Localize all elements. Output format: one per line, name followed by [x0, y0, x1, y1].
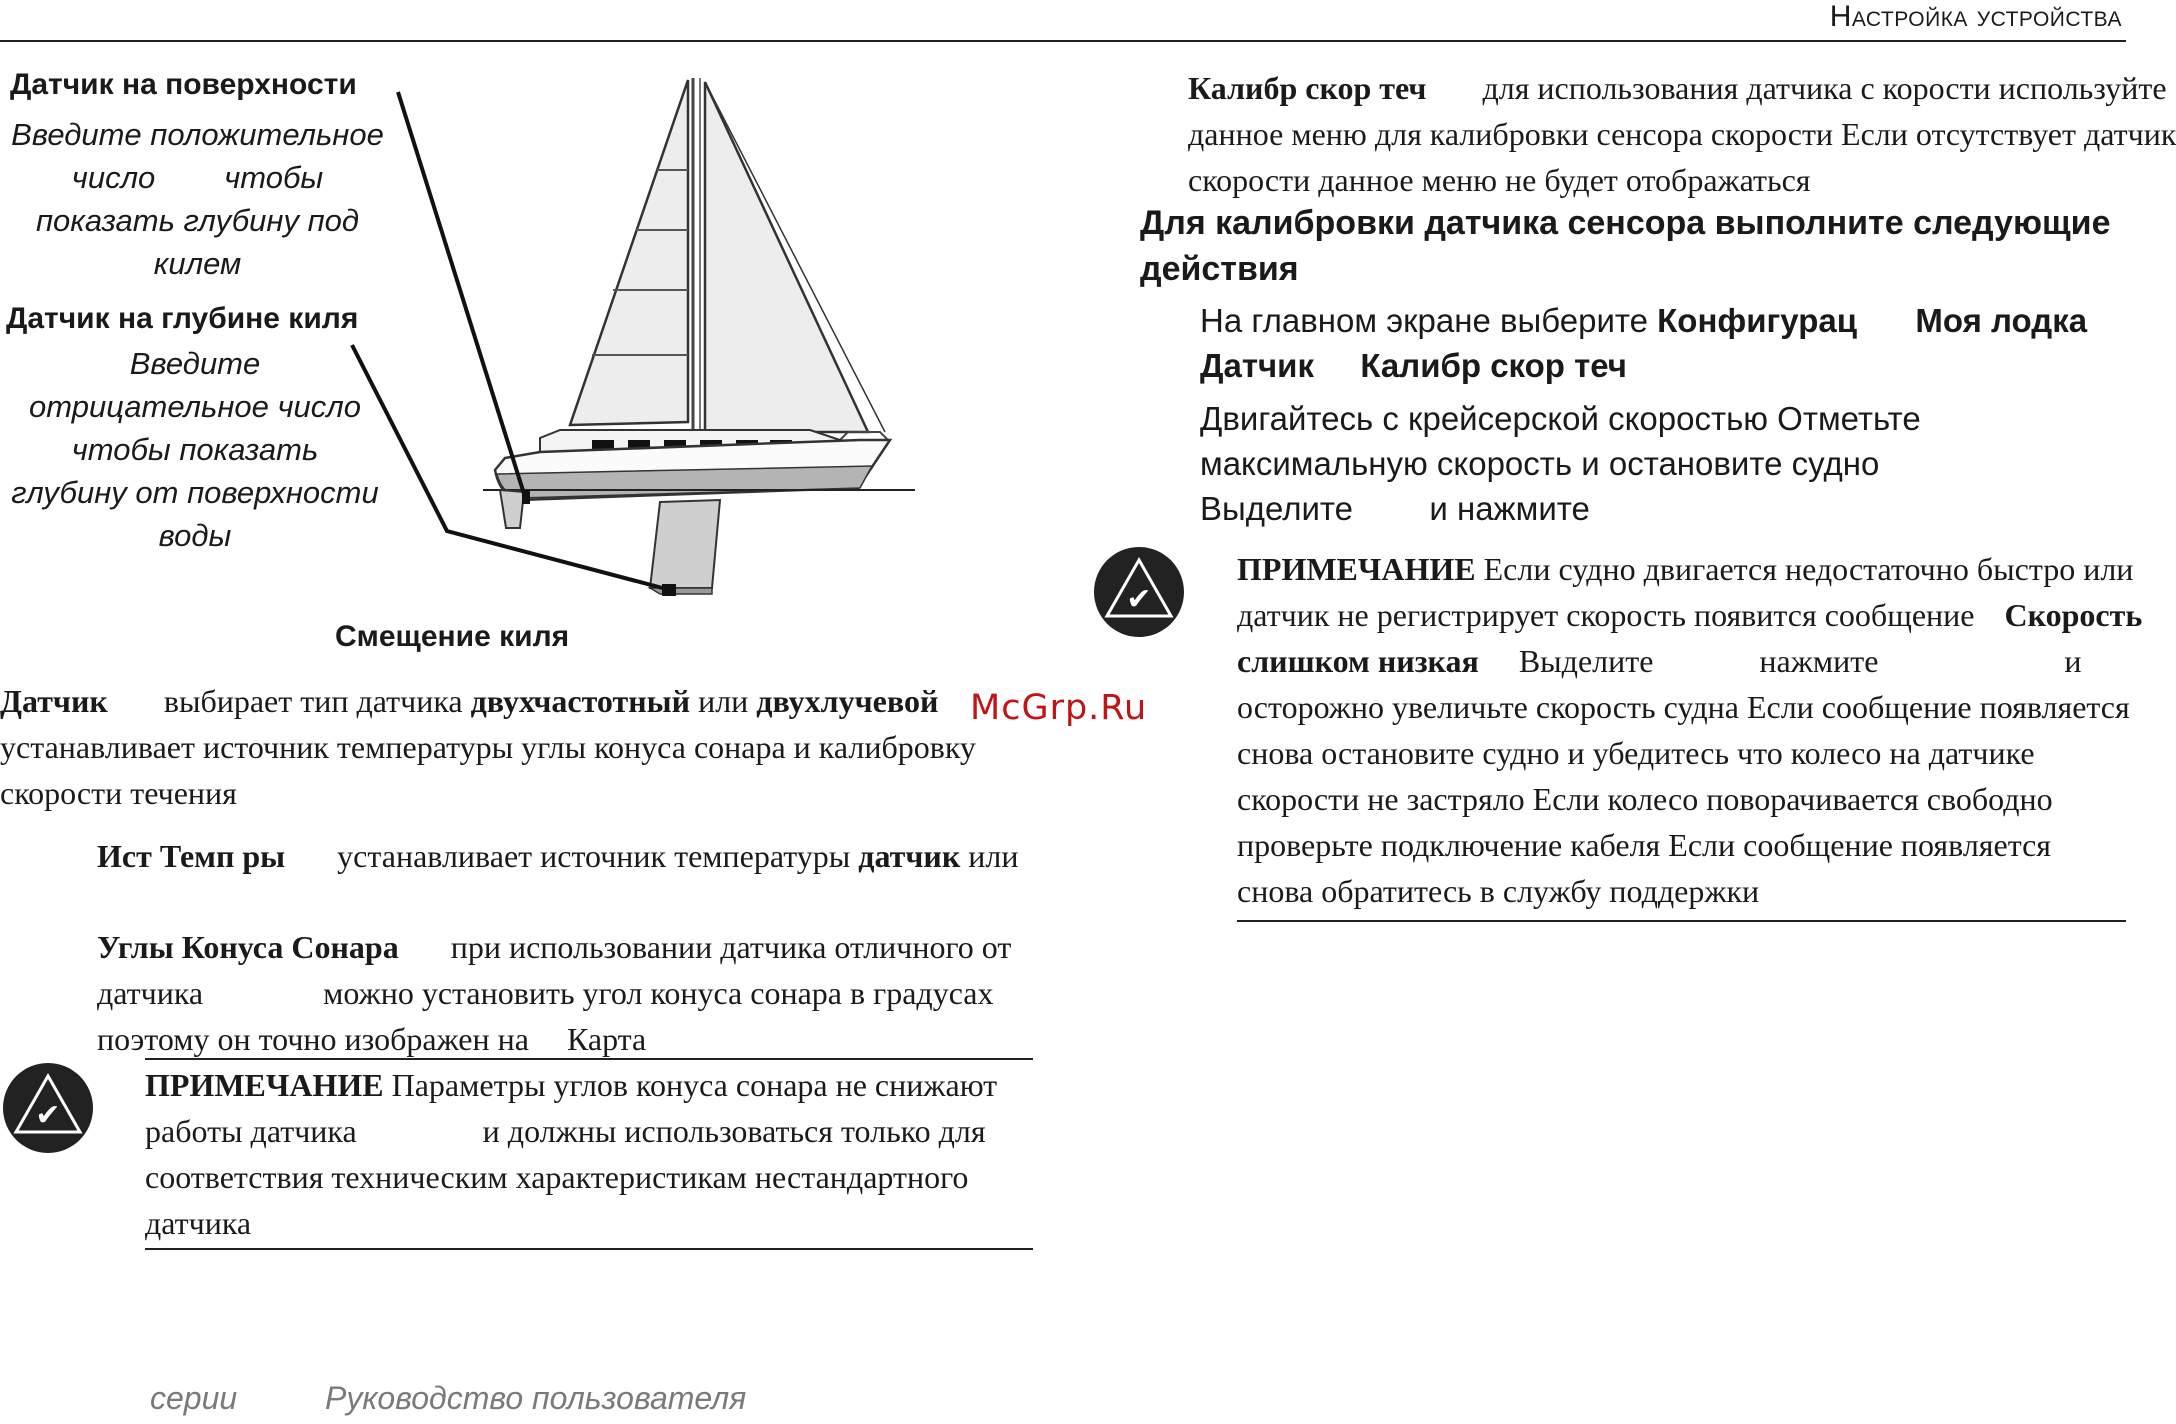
text: выбирает тип датчика — [163, 683, 463, 719]
menu-path: Конфигурац — [1657, 302, 1858, 339]
footer-guide: Руководство пользователя — [324, 1380, 747, 1416]
text: Выделите — [1518, 643, 1654, 679]
text: можно установить угол конуса сонара в градусах — [323, 975, 994, 1011]
text: Выделите — [1200, 490, 1354, 527]
label-surface-sensor: Датчик на поверхности — [10, 68, 357, 101]
svg-text:✔: ✔ — [35, 1098, 61, 1133]
text: при использовании датчика отличного от — [450, 929, 1012, 965]
note-check-icon — [2, 1062, 94, 1154]
page-header-title: Настройка устройства — [1829, 0, 2122, 33]
text: Двигайтесь с крейсерской скоростью Отметьте — [1200, 400, 1921, 437]
text: скорости течения — [0, 775, 237, 811]
text: для использования датчика с корости используйте — [1482, 70, 2167, 106]
text: работы датчика — [145, 1113, 357, 1149]
menu-path: Моя лодка — [1915, 302, 2088, 339]
text: датчика — [97, 975, 204, 1011]
desc-line: Введите — [129, 346, 261, 381]
heading-line: Для калибровки датчика сенсора выполните следующие — [1140, 204, 2111, 242]
text: нажмите — [1759, 643, 1879, 679]
text: проверьте подключение кабеля Если сообщение появляется — [1237, 827, 2051, 863]
term-calibrate-speed: Калибр скор теч — [1188, 70, 1427, 106]
label-keel-sensor: Датчик на глубине киля — [6, 302, 359, 335]
note-rule-top — [145, 1058, 1033, 1060]
heading-line: действия — [1140, 250, 1299, 288]
text: На главном экране выберите — [1200, 302, 1648, 339]
message-name: Скорость — [2004, 597, 2143, 633]
desc-line: число чтобы — [71, 160, 324, 195]
footer-series: серии — [150, 1380, 238, 1416]
text: данное меню для калибровки сенсора скорости Если отсутствует датчик — [1188, 116, 2176, 152]
svg-text:✔: ✔ — [1126, 582, 1152, 617]
term-sonar-cone: Углы Конуса Сонара — [97, 929, 399, 965]
keel — [650, 500, 720, 588]
surface-sensor-description — [0, 113, 395, 285]
leader-line-surface — [398, 92, 525, 497]
desc-line: глубину от поверхности — [11, 475, 379, 510]
mainsail — [570, 80, 688, 425]
rudder — [500, 490, 524, 528]
text: устанавливает источник температуры — [337, 838, 851, 874]
menu-path: Датчик — [1200, 347, 1314, 384]
text: и должны использоваться только для — [482, 1113, 986, 1149]
step-2 — [1200, 396, 2125, 486]
desc-line: показать глубину под — [35, 203, 360, 238]
text: снова обратитесь в службу поддержки — [1237, 873, 1760, 909]
text: и нажмите — [1429, 490, 1590, 527]
text: снова остановите судно и убедитесь что колесо на датчике — [1237, 735, 2035, 771]
text: скорости не застряло Если колесо поворачивается свободно — [1237, 781, 2053, 817]
text: устанавливает источник температуры углы конуса сонара и калибровку — [0, 729, 976, 765]
note-check-icon — [1093, 546, 1185, 638]
text: максимальную скорость и остановите судно — [1200, 445, 1880, 482]
term-temp-source: Ист Темп ры — [97, 838, 286, 874]
menu-path: Калибр скор теч — [1360, 347, 1627, 384]
desc-line: Введите положительное — [11, 117, 384, 152]
text: Параметры углов конуса сонара не снижают — [391, 1067, 998, 1103]
text: или — [698, 683, 749, 719]
step-1 — [1200, 298, 2125, 388]
option: датчик — [858, 838, 961, 874]
figure-caption: Смещение киля — [335, 620, 570, 653]
header-rule — [0, 40, 2126, 42]
text: осторожно увеличьте скорость судна Если сообщение появляется — [1237, 689, 2130, 725]
text: датчик не регистрирует скорость появится сообщение — [1237, 597, 1975, 633]
jib — [705, 82, 868, 432]
desc-line: воды — [158, 518, 232, 553]
text: или — [968, 838, 1019, 874]
message-name: слишком низкая — [1237, 643, 1479, 679]
sensor-paragraph — [0, 678, 976, 816]
sonar-cone-item — [97, 924, 1012, 1062]
option: двухлучевой — [756, 683, 939, 719]
desc-line: чтобы показать — [71, 432, 319, 467]
text: датчика — [145, 1205, 252, 1241]
note-rule-bottom — [145, 1248, 1033, 1250]
watermark: McGrp.Ru — [970, 688, 1148, 728]
temp-source-item — [97, 833, 1019, 879]
note-label: ПРИМЕЧАНИЕ — [1237, 551, 1476, 587]
calibration-heading — [1140, 200, 2125, 292]
note-left — [145, 1062, 1035, 1246]
step-3 — [1200, 486, 2125, 531]
note-right — [1237, 546, 2143, 914]
text: Если судно двигается недостаточно быстро или — [1483, 551, 2134, 587]
text: поэтому он точно изображен на — [97, 1021, 529, 1057]
text: скорости данное меню не будет отображаться — [1188, 162, 1811, 198]
option: двухчастотный — [470, 683, 691, 719]
note-rule-bottom — [1237, 920, 2126, 922]
term-sensor: Датчик — [0, 683, 108, 719]
footer — [150, 1380, 746, 1417]
desc-line: отрицательное число — [29, 389, 361, 424]
text: и — [2064, 643, 2082, 679]
calibrate-speed-item — [1188, 65, 2176, 203]
text: Карта — [566, 1021, 647, 1057]
note-label: ПРИМЕЧАНИЕ — [145, 1067, 384, 1103]
keel-sensor-description — [0, 342, 390, 557]
text: соответствия техническим характеристикам нестандартного — [145, 1159, 969, 1195]
desc-line: килем — [153, 246, 242, 281]
